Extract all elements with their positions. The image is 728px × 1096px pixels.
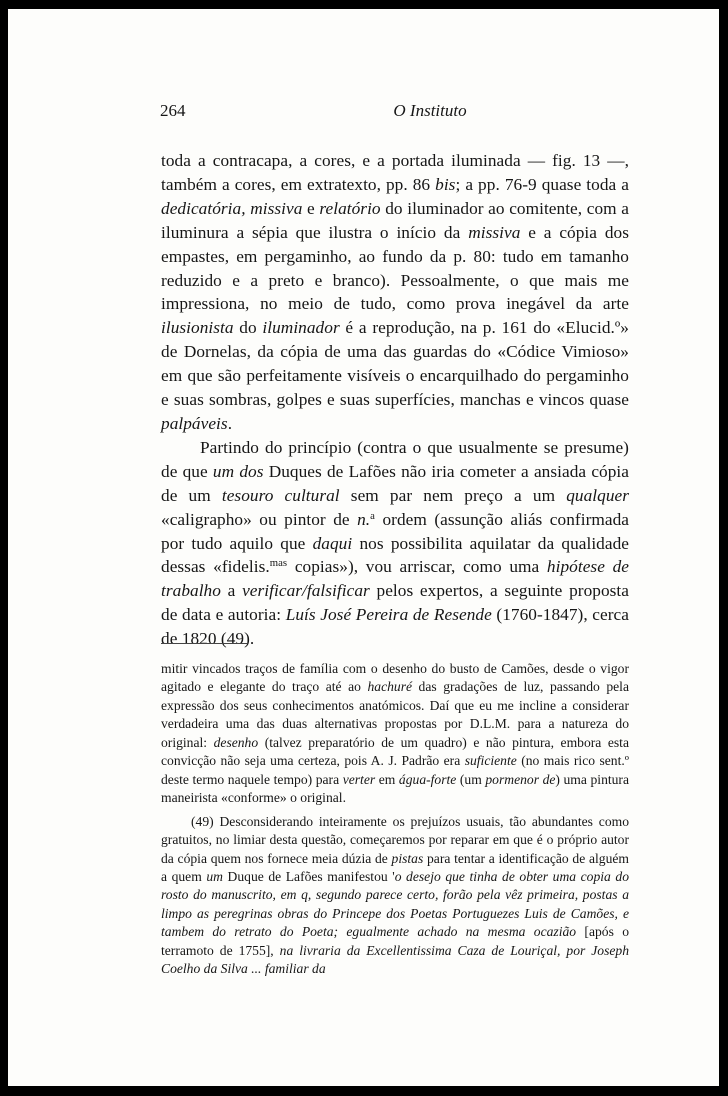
italic-text: Luís José Pereira de Resende (285, 605, 492, 625)
text-run: toda a contracapa, a cores, e a portada iluminada — fig. 13 —, também a cores, em extratexto, pp. 86 (161, 151, 629, 194)
footnote-49 (161, 813, 629, 979)
text-run: para tentar a identificação de alguém a quem (161, 850, 629, 884)
italic-text: pormenor de (485, 771, 556, 787)
italic-text: na livraria da Excellentissima Caza de Louriçal, por Joseph Coelho da Silva ... familiar da (161, 942, 629, 977)
text-run: Duque de Lafões manifestou ' (222, 868, 395, 884)
italic-text: n. (357, 509, 371, 529)
text-run: [após o terramoto de 1755], (161, 924, 629, 958)
running-title: O Instituto (393, 101, 467, 120)
page-number: 264 (160, 101, 186, 120)
text-run: (talvez preparatório de um quadro) e não pintura, embora esta convicção não seja uma certeza, pois A. J. Padrão era (161, 734, 629, 769)
text-run: nos possibilita aquilatar da qualidade dessas «fidelis. (161, 533, 630, 577)
footnote-separator (161, 643, 247, 644)
italic-text: hipótese de trabalho (161, 557, 629, 601)
italic-text: suficiente (464, 753, 517, 769)
italic-text: verter (342, 771, 376, 787)
italic-text: ilusionista (161, 318, 234, 338)
text-run: e (302, 198, 320, 218)
italic-text: missiva (468, 222, 521, 242)
text-run: das gradações de luz, passando pela expressão dos seus conhecimentos anatómicos. Daí que eu me incline a considerar verdadeira uma das duas alternativas propostas por D.L.M. para a natureza do original: (161, 679, 629, 750)
italic-text: relatório (319, 198, 381, 218)
italic-text: tesouro cultural (221, 485, 340, 505)
italic-text: pistas (391, 850, 424, 866)
italic-text: um dos (212, 461, 264, 481)
book-page (8, 9, 719, 1086)
italic-text: desenho (213, 734, 259, 750)
text-run: do iluminador ao comitente, com a iluminura a sépia que ilustra o início da (161, 198, 629, 242)
italic-text: um (206, 868, 223, 884)
text-run: (um (456, 771, 486, 787)
text-run: ) uma pintura maneirista «conforme» o original. (161, 771, 629, 806)
text-run: copias»), vou arriscar, como uma (287, 557, 547, 577)
text-run: Duques de Lafões não iria cometer a ansiada cópia de um (161, 461, 629, 505)
text-run: sem par nem preço a um (339, 485, 567, 505)
text-run: pelos expertos, a seguinte proposta de data e autoria: (161, 581, 629, 625)
body-text (161, 149, 629, 651)
italic-text: água-forte (398, 771, 457, 787)
body-paragraph-1 (161, 149, 629, 436)
italic-text: hachuré (367, 679, 413, 695)
superscript: mas (269, 557, 288, 570)
text-run: ordem (assunção aliás confirmada por tudo aquilo que (161, 509, 629, 553)
italic-text: bis (435, 174, 456, 194)
italic-text: dedicatória, missiva (161, 198, 303, 218)
text-run: (1760-1847), cerca de 1820 (49). (161, 605, 629, 649)
text-run: . (227, 413, 233, 433)
text-run: do (233, 318, 263, 338)
footnote-continuation (161, 660, 629, 808)
page-header (160, 101, 640, 125)
body-paragraph-2 (161, 436, 629, 651)
text-run: mitir vincados traços de família com o desenho do busto de Camões, desde o vigor agitado e elegante do traço até ao (161, 661, 629, 695)
text-run: ; a pp. 76-9 quase toda a (455, 174, 629, 194)
text-run: «caligrapho» ou pintor de (161, 509, 358, 529)
italic-text: palpáveis (161, 413, 228, 433)
italic-text: o desejo que tinha de obter uma copia do rosto do manuscrito, em q, segundo parece certo, forão pela vêz primeira, postas a limpo as peregrinas obras do Princepe dos Poetas Portuguezes Luis de Camões, e tambem do retrato do Poeta; egualmente achado na mesma ocazião (161, 868, 629, 940)
italic-text: qualquer (566, 485, 630, 505)
italic-text: verificar/falsificar (242, 581, 370, 601)
text-run: (49) Desconsiderando inteiramente os prejuízos usuais, tão abundantes como gratuitos, no limiar desta questão, começaremos por reparar em que é o próprio autor da cópia quem nos fornece meia dúzia de (161, 813, 629, 866)
text-run: em (375, 771, 399, 787)
italic-text: daqui (312, 533, 353, 553)
text-run: Partindo do princípio (contra o que usualmente se presume) de que (161, 437, 629, 481)
superscript: a (370, 509, 375, 522)
text-run: e a cópia dos empastes, em pergaminho, ao fundo da p. 80: tudo em tamanho reduzido e a preto e branco). Pessoalmente, o que mais me impressiona, no meio de tudo, como prova inegável da arte (161, 222, 629, 314)
text-run: (no mais rico sent.º deste termo naquele tempo) para (161, 753, 629, 787)
italic-text: iluminador (262, 318, 340, 338)
text-run: a (220, 581, 243, 601)
text-run: é a reprodução, na p. 161 do «Elucid.º» de Dornelas, da cópia de uma das guardas do «Códice Vimioso» em que são perfeitamente visíveis o encarquilhado do pergaminho e suas sombras, golpes e suas superfícies, manchas e vincos quase (161, 318, 629, 410)
footnotes (161, 660, 629, 979)
